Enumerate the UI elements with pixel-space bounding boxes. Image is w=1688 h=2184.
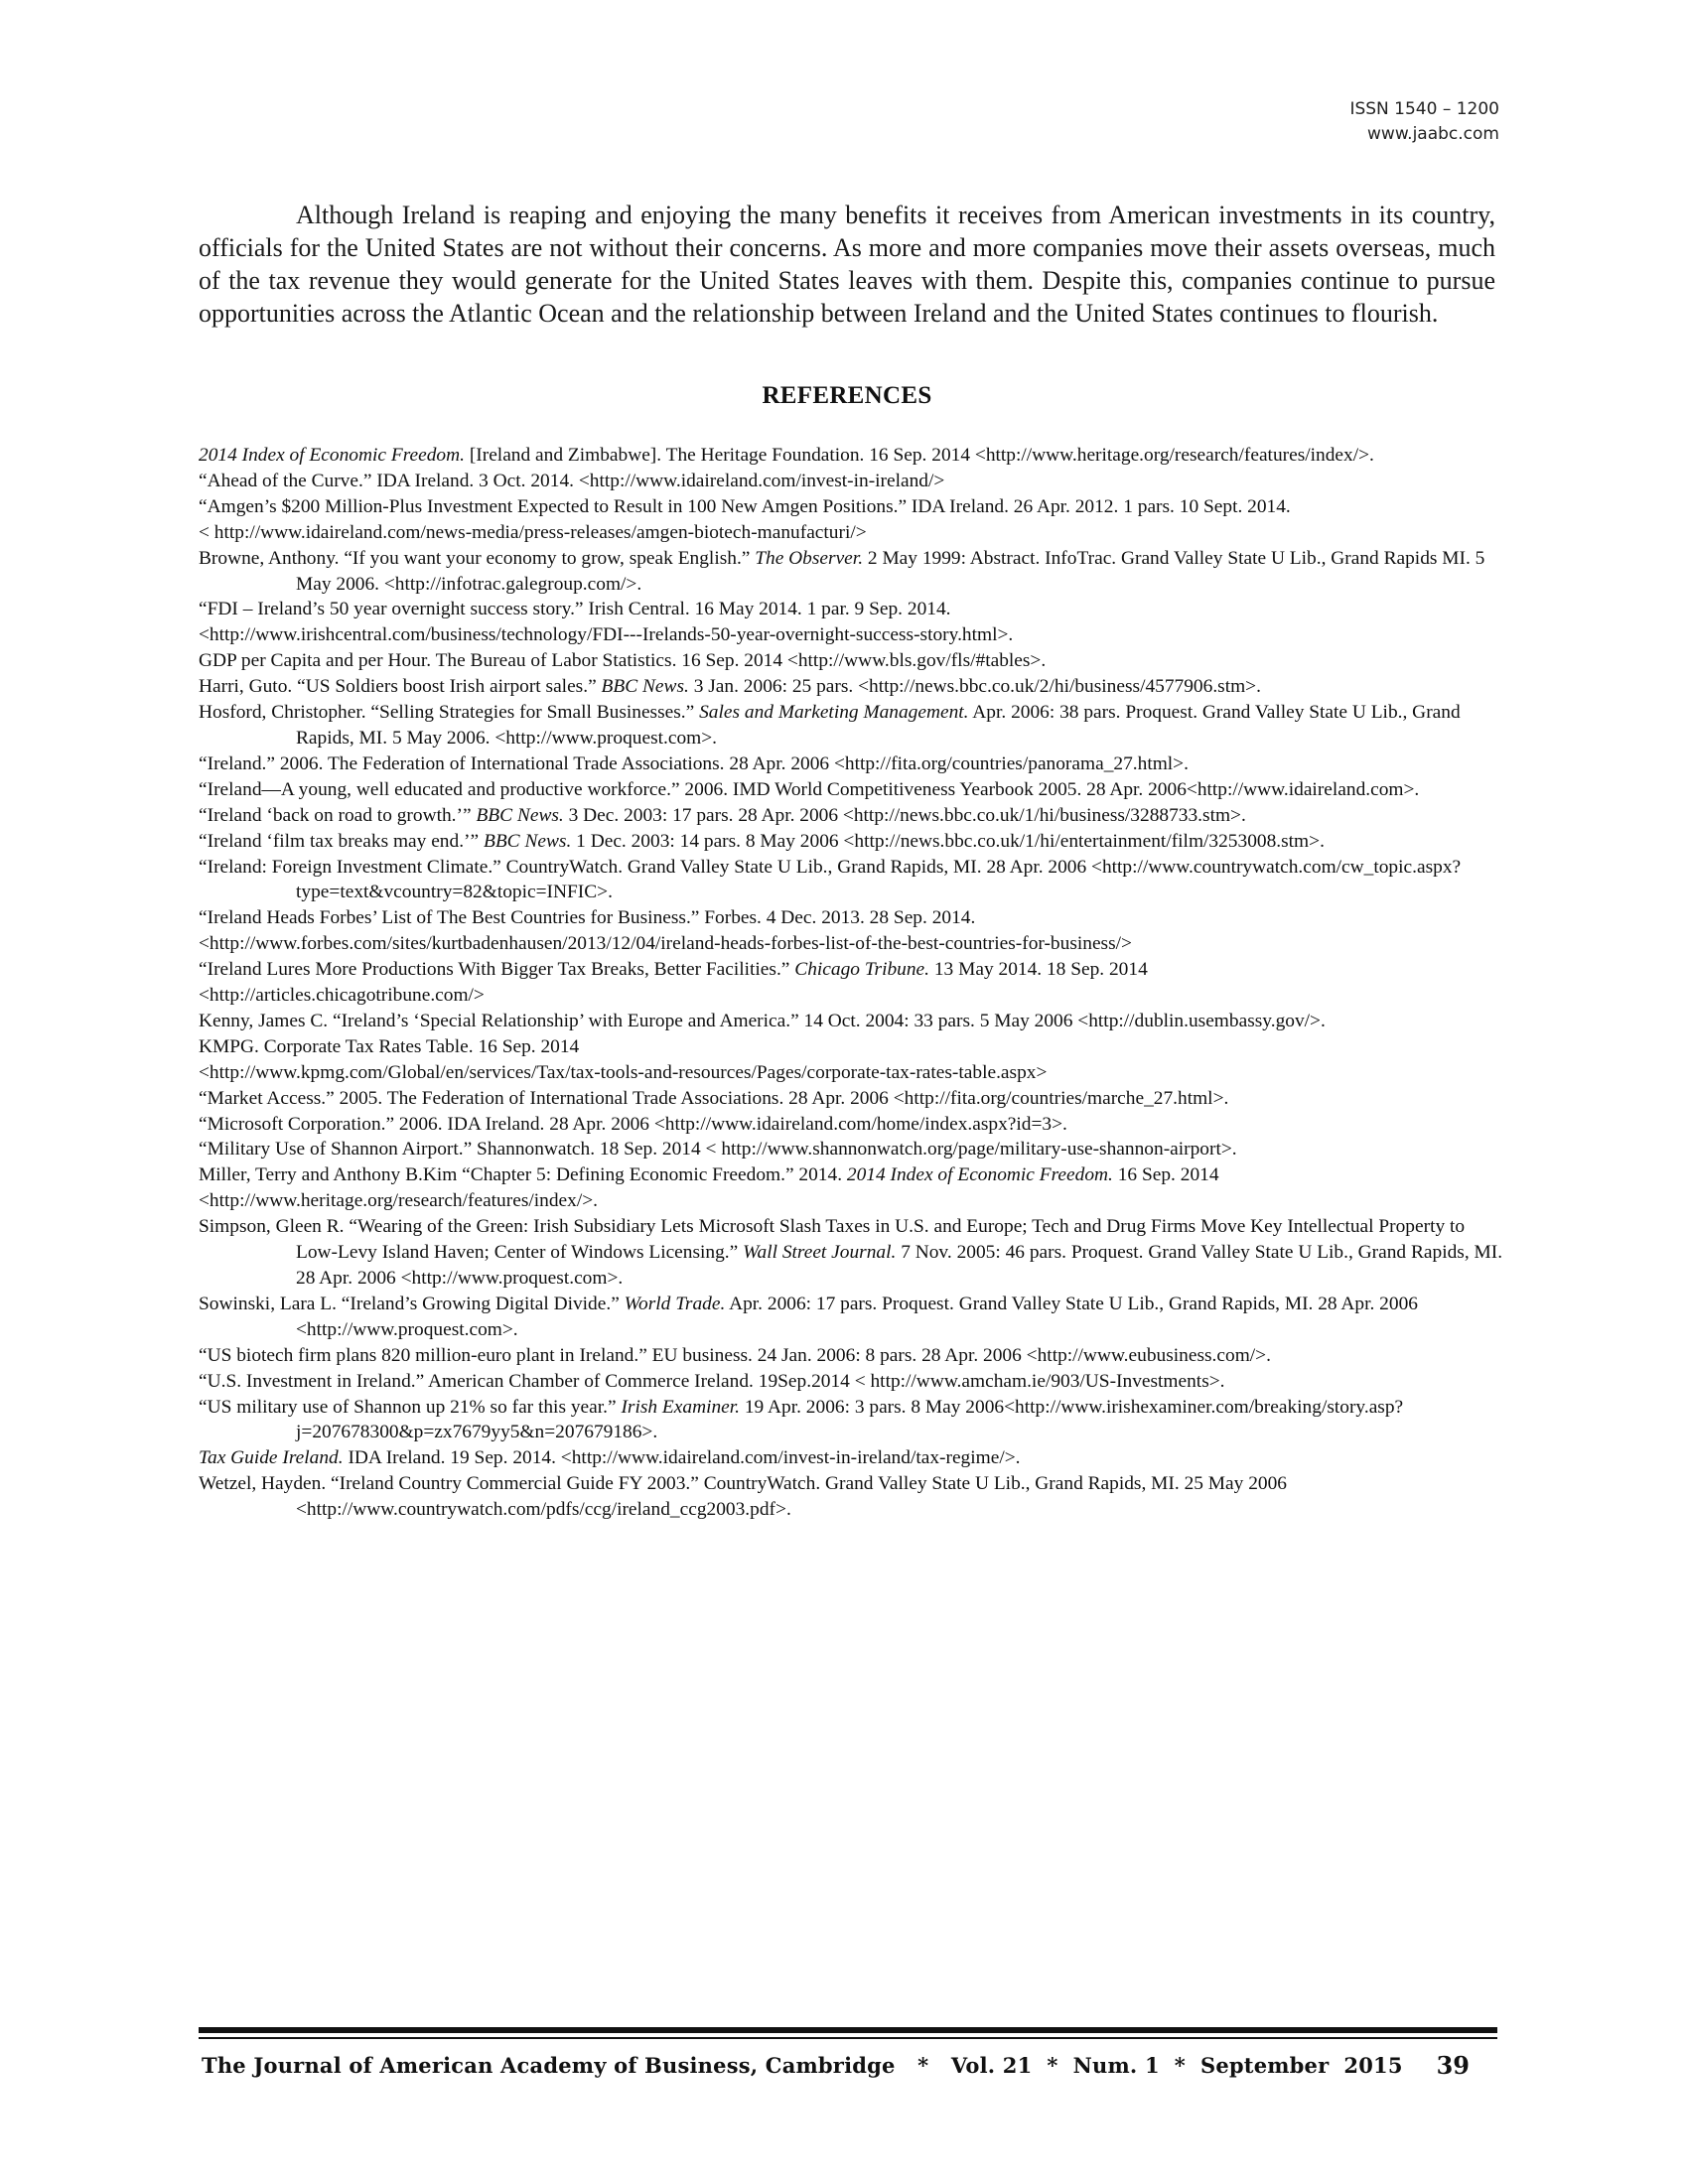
- reference-italic-title: Chicago Tribune.: [794, 959, 930, 981]
- reference-entry: [199, 1395, 1509, 1446]
- reference-text: “Market Access.” 2005. The Federation of International Trade Associations. 28 Apr. 2006 <http://fita.org/countries/marche_27.html>.: [199, 1087, 1229, 1109]
- reference-text: “Amgen’s $200 Million-Plus Investment Expected to Result in 100 New Amgen Positions.” IDA Ireland. 26 Apr. 2012. 1 pars. 10 Sept. 2014.: [199, 495, 1291, 517]
- reference-text: “Ireland ‘film tax breaks may end.’”: [199, 830, 484, 852]
- reference-entry: [199, 469, 1509, 494]
- footer-rule-thin: [199, 2037, 1497, 2039]
- reference-italic-title: BBC News.: [601, 676, 689, 698]
- page-header: [1349, 97, 1499, 147]
- footer-rule: [199, 2027, 1497, 2033]
- reference-text: “Ireland Heads Forbes’ List of The Best Countries for Business.” Forbes. 4 Dec. 2013. 28 Sep. 2014.: [199, 907, 976, 929]
- reference-entry: [199, 905, 1509, 931]
- references-heading: REFERENCES: [762, 382, 932, 409]
- reference-text: Wetzel, Hayden. “Ireland Country Commercial Guide FY 2003.” CountryWatch. Grand Valley State U Lib., Grand Rapids, MI. 25 May 2006 <http://www.countrywatch.com/pdfs/ccg/ireland_ccg2003.pdf>.: [199, 1473, 1287, 1521]
- reference-text: “Ireland.” 2006. The Federation of International Trade Associations. 28 Apr. 2006 <http://fita.org/countries/panorama_27.html>.: [199, 752, 1189, 774]
- reference-italic-title: Wall Street Journal.: [743, 1242, 897, 1264]
- reference-entry: [199, 855, 1509, 906]
- reference-entry: [199, 957, 1509, 983]
- reference-italic-title: 2014 Index of Economic Freedom.: [199, 445, 465, 466]
- reference-text: KMPG. Corporate Tax Rates Table. 16 Sep. 2014: [199, 1035, 580, 1057]
- reference-text: “Ireland—A young, well educated and productive workforce.” 2006. IMD World Competitiveness Yearbook 2005. 28 Apr. 2006<http://www.idaireland.com>.: [199, 778, 1420, 800]
- reference-text: Simpson, Gleen R. “Wearing of the Green: Irish Subsidiary Lets Microsoft Slash Taxes in U.S. and Europe; Tech and Drug Firms Move Key Intellectual Property to Low-Levy Island Haven; Center of Windows Licensing.”: [199, 1216, 1466, 1264]
- reference-entry: [199, 443, 1509, 469]
- reference-entry: [199, 751, 1509, 777]
- reference-text-rest: 3 Dec. 2003: 17 pars. 28 Apr. 2006 <http://news.bbc.co.uk/1/hi/business/3288733.stm>.: [563, 804, 1246, 826]
- reference-entry: [199, 1292, 1509, 1343]
- issn-label: ISSN 1540 – 1200: [1349, 99, 1499, 119]
- reference-entry: [199, 648, 1509, 674]
- reference-entry: [199, 1369, 1509, 1395]
- reference-italic-title: Tax Guide Ireland.: [199, 1447, 344, 1469]
- reference-text: <http://www.heritage.org/research/features/index/>.: [199, 1190, 599, 1212]
- reference-entry: [199, 1471, 1509, 1523]
- reference-text: <http://www.irishcentral.com/business/technology/FDI---Irelands-50-year-overnight-success-story.html>.: [199, 624, 1014, 646]
- reference-entry: [199, 597, 1509, 622]
- reference-italic-title: 2014 Index of Economic Freedom.: [846, 1164, 1113, 1186]
- reference-text-rest: 13 May 2014. 18 Sep. 2014: [929, 959, 1148, 981]
- reference-text: GDP per Capita and per Hour. The Bureau of Labor Statistics. 16 Sep. 2014 <http://www.bls.gov/fls/#tables>.: [199, 650, 1047, 672]
- reference-entry: [199, 1188, 1509, 1214]
- reference-italic-title: BBC News.: [483, 830, 572, 852]
- reference-entry: [199, 931, 1509, 957]
- reference-entry: [199, 1445, 1509, 1471]
- reference-text: Hosford, Christopher. “Selling Strategies for Small Businesses.”: [199, 702, 700, 724]
- reference-text: “U.S. Investment in Ireland.” American Chamber of Commerce Ireland. 19Sep.2014 < http://www.amcham.ie/903/US-Investments>.: [199, 1370, 1225, 1392]
- reference-entry: [199, 674, 1509, 700]
- reference-text: Kenny, James C. “Ireland’s ‘Special Relationship’ with Europe and America.” 14 Oct. 2004: 33 pars. 5 May 2006 <http://dublin.usembassy.gov/>.: [199, 1010, 1326, 1031]
- reference-entry: [199, 1214, 1509, 1292]
- reference-entry: [199, 803, 1509, 829]
- reference-entry: [199, 700, 1509, 751]
- website-label: www.jaabc.com: [1367, 124, 1499, 144]
- reference-italic-title: World Trade.: [624, 1293, 726, 1314]
- reference-text-rest: [Ireland and Zimbabwe]. The Heritage Foundation. 16 Sep. 2014 <http://www.heritage.org/research/features/index/>.: [464, 445, 1374, 466]
- reference-text: Miller, Terry and Anthony B.Kim “Chapter 5: Defining Economic Freedom.” 2014.: [199, 1164, 847, 1186]
- reference-entry: [199, 1343, 1509, 1369]
- reference-text: “US military use of Shannon up 21% so far this year.”: [199, 1396, 622, 1418]
- reference-text: <http://www.kpmg.com/Global/en/services/Tax/tax-tools-and-resources/Pages/corporate-tax-rates-table.aspx>: [199, 1061, 1048, 1083]
- reference-text: “Military Use of Shannon Airport.” Shannonwatch. 18 Sep. 2014 < http://www.shannonwatch.org/page/military-use-shannon-airport>.: [199, 1139, 1237, 1160]
- page-number: 39: [1436, 2051, 1470, 2080]
- reference-text-rest: 7 Nov. 2005: 46 pars. Proquest. Grand Valley State U Lib., Grand Rapids, MI. 28 Apr. 2006 <http://www.proquest.com>.: [296, 1242, 1503, 1289]
- journal-footer: The Journal of American Academy of Business, Cambridge * Vol. 21 * Num. 1 * September 2015: [202, 2053, 1403, 2078]
- reference-entry: [199, 1034, 1509, 1060]
- reference-text-rest: Apr. 2006: 38 pars. Proquest. Grand Valley State U Lib., Grand Rapids, MI. 5 May 2006. <http://www.proquest.com>.: [296, 702, 1461, 749]
- reference-text: “Microsoft Corporation.” 2006. IDA Ireland. 28 Apr. 2006 <http://www.idaireland.com/home/index.aspx?id=3>.: [199, 1113, 1067, 1135]
- reference-text-rest: IDA Ireland. 19 Sep. 2014. <http://www.idaireland.com/invest-in-ireland/tax-regime/>.: [343, 1447, 1021, 1469]
- body-paragraph: Although Ireland is reaping and enjoying the many benefits it receives from American investments in its country, officials for the United States are not without their concerns. As more and more companies move their assets overseas, much of the tax revenue they would generate for the United States leaves with them. Despite this, companies continue to pursue opportunities across the Atlantic Ocean and the relationship between Ireland and the United States continues to flourish.: [199, 201, 1495, 328]
- reference-entry: [199, 546, 1509, 598]
- reference-entry: [199, 777, 1509, 803]
- reference-text: “Ireland ‘back on road to growth.’”: [199, 804, 477, 826]
- reference-entry: [199, 1060, 1509, 1086]
- reference-text: “US biotech firm plans 820 million-euro plant in Ireland.” EU business. 24 Jan. 2006: 8 pars. 28 Apr. 2006 <http://www.eubusiness.com/>.: [199, 1344, 1271, 1366]
- reference-text-rest: 3 Jan. 2006: 25 pars. <http://news.bbc.co.uk/2/hi/business/4577906.stm>.: [688, 676, 1261, 698]
- reference-text: Browne, Anthony. “If you want your economy to grow, speak English.”: [199, 547, 756, 569]
- reference-entry: [199, 829, 1509, 855]
- reference-entry: [199, 1009, 1509, 1034]
- reference-text: “Ireland: Foreign Investment Climate.” CountryWatch. Grand Valley State U Lib., Grand Rapids, MI. 28 Apr. 2006 <http://www.countrywatch.com/cw_topic.aspx?type=text&vcountry=82&topic=INFIC>.: [199, 856, 1462, 903]
- reference-entry: [199, 1162, 1509, 1188]
- reference-entry: [199, 1137, 1509, 1162]
- reference-text-rest: 2 May 1999: Abstract. InfoTrac. Grand Valley State U Lib., Grand Rapids MI. 5 May 2006. <http://infotrac.galegroup.com/>.: [296, 547, 1485, 595]
- reference-text: < http://www.idaireland.com/news-media/press-releases/amgen-biotech-manufacturi/>: [199, 521, 867, 543]
- reference-text: Harri, Guto. “US Soldiers boost Irish airport sales.”: [199, 676, 602, 698]
- reference-entry: [199, 622, 1509, 648]
- reference-italic-title: The Observer.: [755, 547, 864, 569]
- reference-entry: [199, 983, 1509, 1009]
- reference-text-rest: Apr. 2006: 17 pars. Proquest. Grand Valley State U Lib., Grand Rapids, MI. 28 Apr. 2006 <http://www.proquest.com>.: [296, 1293, 1418, 1340]
- reference-text-rest: 1 Dec. 2003: 14 pars. 8 May 2006 <http://news.bbc.co.uk/1/hi/entertainment/film/3253008.stm>.: [571, 830, 1325, 852]
- reference-entry: [199, 520, 1509, 546]
- reference-text-rest: 19 Apr. 2006: 3 pars. 8 May 2006<http://www.irishexaminer.com/breaking/story.asp?j=207678300&p=zx7679yy5&n=207679186>.: [296, 1396, 1404, 1443]
- reference-text: “Ireland Lures More Productions With Bigger Tax Breaks, Better Facilities.”: [199, 959, 795, 981]
- reference-entry: [199, 1086, 1509, 1112]
- reference-italic-title: BBC News.: [476, 804, 564, 826]
- reference-text: “FDI – Ireland’s 50 year overnight success story.” Irish Central. 16 May 2014. 1 par. 9 Sep. 2014.: [199, 599, 951, 620]
- reference-text: <http://articles.chicagotribune.com/>: [199, 985, 485, 1007]
- reference-text: “Ahead of the Curve.” IDA Ireland. 3 Oct. 2014. <http://www.idaireland.com/invest-in-ireland/>: [199, 470, 945, 491]
- reference-text-rest: 16 Sep. 2014: [1112, 1164, 1219, 1186]
- reference-text: <http://www.forbes.com/sites/kurtbadenhausen/2013/12/04/ireland-heads-forbes-list-of-the-best-countries-for-business/>: [199, 933, 1132, 955]
- references-list: [199, 443, 1509, 1523]
- reference-italic-title: Sales and Marketing Management.: [699, 702, 969, 724]
- reference-italic-title: Irish Examiner.: [621, 1396, 741, 1418]
- reference-entry: [199, 1112, 1509, 1138]
- reference-text: Sowinski, Lara L. “Ireland’s Growing Digital Divide.”: [199, 1293, 625, 1314]
- reference-entry: [199, 494, 1509, 520]
